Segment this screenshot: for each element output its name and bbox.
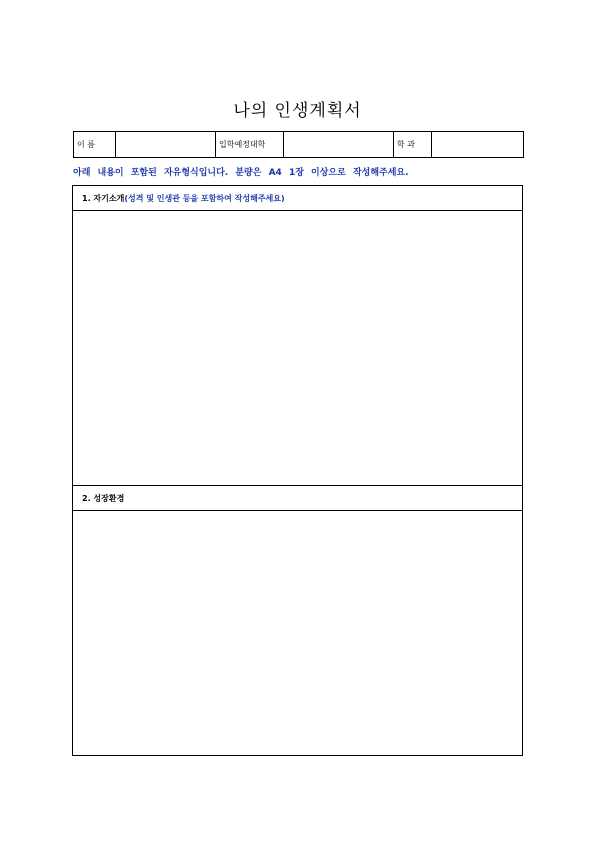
section-title: 2. 성장환경 [82, 494, 125, 503]
university-label: 입학예정대학 [216, 132, 284, 158]
section-note: (성격 및 인생관 등을 포함하여 작성해주세요) [124, 194, 285, 203]
name-field[interactable] [116, 132, 216, 158]
section-upbringing [72, 485, 523, 756]
department-label: 학 과 [394, 132, 432, 158]
university-field[interactable] [284, 132, 394, 158]
section-self-introduction [72, 185, 523, 486]
document-title: 나의 인생계획서 [233, 101, 362, 121]
department-field[interactable] [432, 132, 524, 158]
name-label: 이 름 [74, 132, 116, 158]
section-heading [73, 186, 522, 211]
upbringing-writing-area[interactable] [73, 511, 522, 755]
applicant-info-table [73, 131, 524, 158]
instruction-notice: 아래 내용이 포함된 자유형식입니다. 분량은 A4 1장 이상으로 작성해주세요. [73, 168, 409, 178]
section-title: 1. 자기소개 [82, 194, 125, 203]
section-heading [73, 486, 522, 511]
self-introduction-writing-area[interactable] [73, 211, 522, 485]
